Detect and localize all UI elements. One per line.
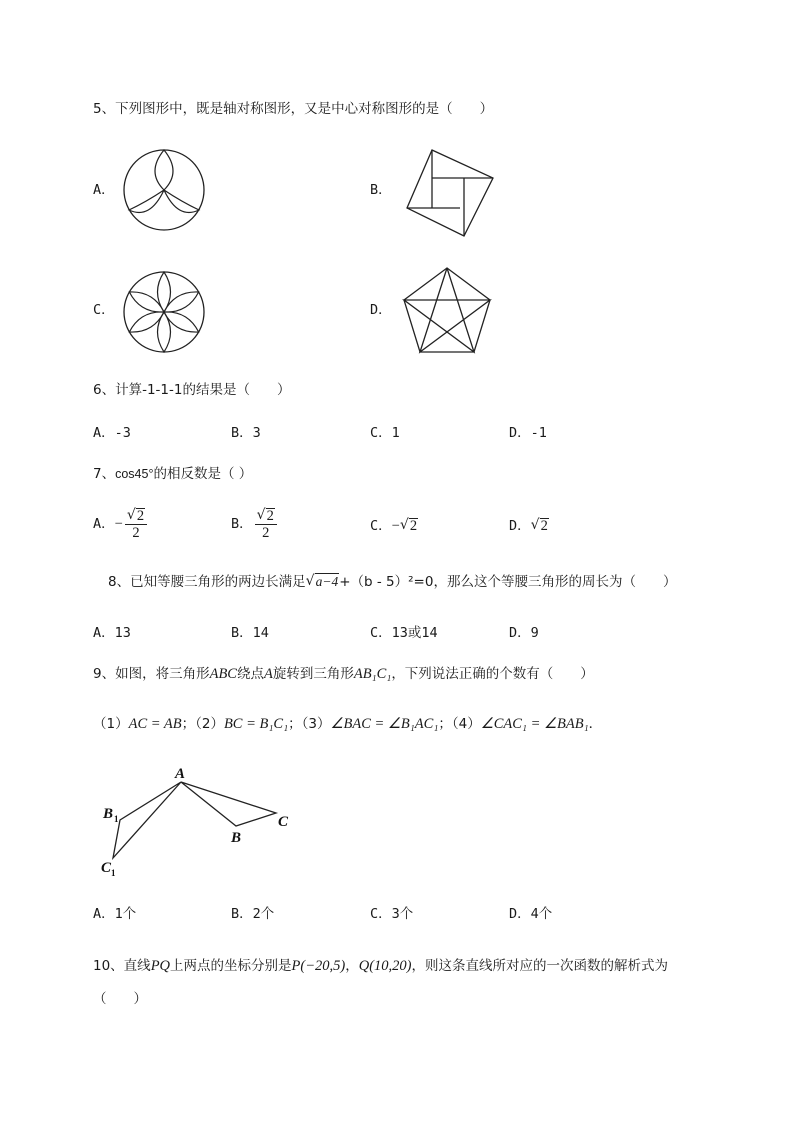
- radical-sign: √: [126, 506, 136, 523]
- question-10-text: [93, 957, 668, 975]
- option-5a-label[interactable]: A．: [93, 182, 115, 198]
- option-9a[interactable]: A．1个: [93, 906, 137, 922]
- question-7-text: [93, 465, 252, 483]
- q7-prefix: 7、: [93, 466, 116, 482]
- denominator: 2: [262, 524, 270, 541]
- option-7d[interactable]: [509, 517, 549, 535]
- label-c1-sub: 1: [111, 868, 116, 878]
- statement-4-label: （4）: [451, 716, 481, 732]
- minus-sign: −: [114, 516, 123, 532]
- q9-triangle-abc: ABC: [209, 666, 237, 682]
- sqrt-2: [531, 517, 549, 535]
- triangle-ab1c1: [113, 782, 181, 858]
- q7-suffix: 的相反数是（ ）: [153, 466, 253, 482]
- radicand: 2: [540, 518, 548, 534]
- statement-3-expr: ∠BAC = ∠B₁AC₁: [330, 716, 439, 732]
- sqrt-a-minus-4: [306, 573, 340, 591]
- q8-middle: +（b - 5）²=0，那么这个等腰三角形的周长为（ ）: [339, 574, 677, 590]
- option-9d[interactable]: D．4个: [509, 906, 553, 922]
- option-7b[interactable]: [231, 505, 279, 543]
- statement-2-sep: ；: [288, 716, 302, 732]
- option-6b[interactable]: B．3: [231, 425, 261, 441]
- question-5-text: 5、下列图形中，既是轴对称图形，又是中心对称图形的是（ ）: [93, 101, 494, 117]
- option-6d[interactable]: D．-1: [509, 425, 547, 441]
- fraction-sqrt2-over-2: [255, 508, 277, 541]
- q9-mid1: 绕点: [236, 666, 264, 682]
- label-b: B: [231, 830, 242, 846]
- q10-point-q: Q(10,20): [358, 958, 412, 974]
- option-6a[interactable]: A．-3: [93, 425, 131, 441]
- question-6-text: 6、计算-1-1-1的结果是（ ）: [93, 382, 291, 398]
- statement-3-sep: ；: [438, 716, 452, 732]
- tilted-square-figure: [404, 148, 496, 240]
- label-c: C: [278, 814, 289, 830]
- question-8-text: [108, 573, 676, 591]
- option-7a[interactable]: [93, 505, 149, 543]
- statement-3-label: （3）: [301, 716, 331, 732]
- option-7d-label: D．: [509, 518, 531, 534]
- label-b1: B: [103, 806, 114, 822]
- denominator: 2: [132, 524, 140, 541]
- rotated-triangles-figure: [98, 762, 308, 882]
- option-8a[interactable]: A．13: [93, 625, 131, 641]
- option-7c-label: C．: [370, 518, 392, 534]
- label-c1: C: [101, 860, 112, 876]
- six-petal-flower-figure: [122, 270, 206, 354]
- option-6c[interactable]: C．1: [370, 425, 400, 441]
- radical-sign: √: [256, 506, 266, 523]
- q10-point-p: P(−20,5): [291, 958, 346, 974]
- option-5d-label[interactable]: D．: [370, 302, 392, 318]
- option-5b-label[interactable]: B．: [370, 182, 392, 198]
- option-5c-label[interactable]: C．: [93, 302, 115, 318]
- radical-sign: √: [399, 517, 409, 533]
- question-10-paren: （ ）: [93, 991, 147, 1007]
- q9-prefix: 9、如图，将三角形: [93, 666, 210, 682]
- q8-radicand: a−4: [315, 574, 339, 589]
- radical-sign: √: [530, 517, 540, 533]
- minus-sign: −: [391, 518, 400, 534]
- sqrt-2: [400, 517, 418, 535]
- label-a: A: [175, 766, 186, 782]
- option-7c[interactable]: [370, 517, 418, 535]
- question-9-text: [93, 665, 594, 683]
- radicand: 2: [266, 507, 274, 524]
- q10-comma: ，: [345, 958, 359, 974]
- option-8d[interactable]: D．9: [509, 625, 539, 641]
- q9-suffix: ，下列说法正确的个数有（ ）: [391, 666, 594, 682]
- triangle-abc: [181, 782, 276, 826]
- radicand: 2: [409, 518, 418, 534]
- statement-1-sep: ；: [181, 716, 196, 732]
- option-8c[interactable]: C．13或14: [370, 625, 438, 641]
- option-7a-label: A．: [93, 516, 115, 532]
- option-8b[interactable]: B．14: [231, 625, 269, 641]
- circle-three-petal-figure: [122, 150, 206, 234]
- q7-cos-expression: cos45°: [115, 467, 154, 481]
- pentagon-star-figure: [402, 266, 494, 356]
- q9-statements: [93, 715, 602, 733]
- q9-point-a: A: [263, 666, 273, 682]
- statement-1-label: （1）: [93, 716, 129, 732]
- q9-triangle-ab1c1: AB₁C₁: [353, 666, 392, 682]
- q10-prefix: 10、直线: [93, 958, 151, 974]
- fraction-sqrt2-over-2: [125, 508, 147, 541]
- statement-2-expr: BC = B₁C₁: [223, 716, 289, 732]
- q9-mid2: 旋转到三角形: [272, 666, 354, 682]
- option-9c[interactable]: C．3个: [370, 906, 414, 922]
- q10-line-pq: PQ: [150, 958, 171, 974]
- option-7b-label: B．: [231, 516, 253, 532]
- statement-1-expr: AC = AB: [128, 716, 182, 732]
- statement-4-expr: ∠CAC₁ = ∠BAB₁: [480, 716, 589, 732]
- q10-suffix: ，则这条直线所对应的一次函数的解析式为: [411, 958, 668, 974]
- q8-prefix: 8、已知等腰三角形的两边长满足: [108, 574, 306, 590]
- statement-2-label: （2）: [195, 716, 224, 732]
- radical-sign: √: [305, 573, 315, 589]
- label-b1-sub: 1: [114, 814, 119, 824]
- option-9b[interactable]: B．2个: [231, 906, 275, 922]
- q10-mid1: 上两点的坐标分别是: [170, 958, 292, 974]
- radicand: 2: [136, 507, 145, 524]
- statement-4-sep: ．: [588, 716, 603, 732]
